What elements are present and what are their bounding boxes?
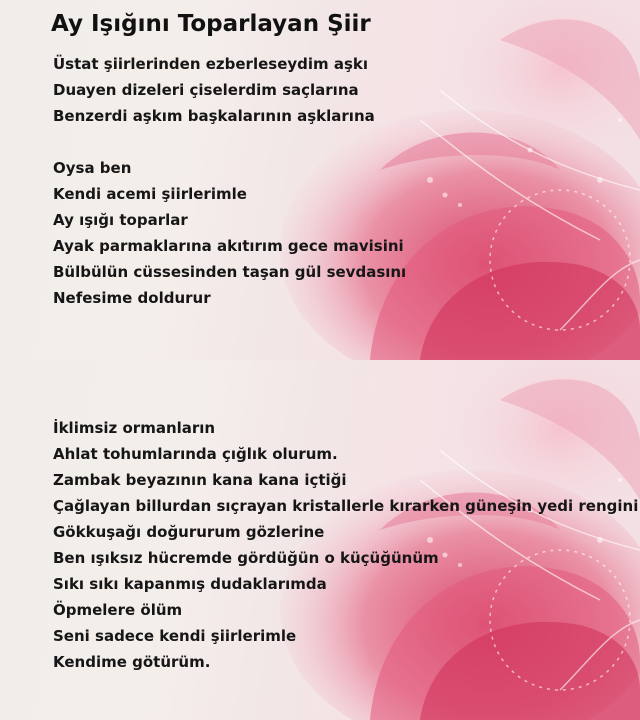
poem-line: Kendi acemi şiirlerimle <box>53 185 247 203</box>
poem-line: Gökkuşağı doğururum gözlerine <box>53 523 325 541</box>
poem-line: Ayak parmaklarına akıtırım gece mavisini <box>53 237 404 255</box>
poem-line: Ay ışığı toparlar <box>53 211 188 229</box>
poem-line: Kendime götürüm. <box>53 653 211 671</box>
poem-line: Üstat şiirlerinden ezberleseydim aşkı <box>53 55 369 73</box>
poem-line: Benzerdi aşkım başkalarının aşklarına <box>53 107 375 125</box>
poem-line: Seni sadece kendi şiirlerimle <box>53 627 297 645</box>
poem-line: Çağlayan billurdan sıçrayan kristallerle kırarken güneşin yedi rengini <box>53 497 639 515</box>
poem-line: Zambak beyazının kana kana içtiği <box>53 471 347 489</box>
poem-line: Sıkı sıkı kapanmış dudaklarımda <box>53 575 327 593</box>
poem-line: Öpmelere ölüm <box>53 601 183 619</box>
poem-line: Duayen dizeleri çiselerdim saçlarına <box>53 81 359 99</box>
poem-line: Oysa ben <box>53 159 132 177</box>
poem-line: Ahlat tohumlarında çığlık olurum. <box>53 445 338 463</box>
poem-title: Ay Işığını Toparlayan Şiir <box>51 11 371 37</box>
poem-line: Ben ışıksız hücremde gördüğün o küçüğünüm <box>53 549 439 567</box>
poem-line: Nefesime doldurur <box>53 289 211 307</box>
poem-line: İklimsiz ormanların <box>53 419 216 437</box>
poem-line: Bülbülün cüssesinden taşan gül sevdasını <box>53 263 407 281</box>
